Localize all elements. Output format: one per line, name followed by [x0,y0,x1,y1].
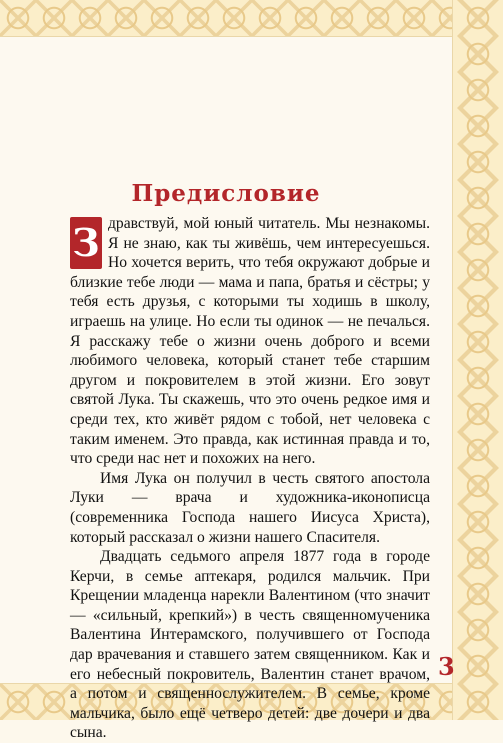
page-number: 3 [438,652,455,681]
ornament-border-top [0,0,503,37]
paragraph-1-text: дравствуй, мой юный читатель. Мы незнакомы. Я не знаю, как ты живёшь, чем интересуешься. Но хочется верить, что тебя окружают добрые и близкие тебе люди — мама и папа, братья и сёстры; у тебя есть друзья, с которыми ты ходишь в школу, играешь на улице. Но если ты одинок — не печалься. Я расскажу тебе о жизни очень доброго и всеми любимого человека, который станет тебе старшим другом и покровителем в этой жизни. Его зовут святой Лука. Ты скажешь, что это очень редкое имя и среди тех, кто живёт рядом с тобой, нет человека с таким именем. Это правда, как истинная правда и то, что среди нас нет и похожих на него. [70,215,430,468]
paragraph-2: Имя Лука он получил в честь святого апостола Луки — врача и художника-иконописца (современника Господа нашего Иисуса Христа), который рассказал о жизни нашего Спасителя. [70,469,430,546]
drop-cap: З [70,217,102,269]
paragraph-1 [70,214,430,469]
body-text [70,214,430,743]
section-heading: Предисловие [131,180,321,207]
ornament-border-right [452,0,503,720]
paragraph-3: Двадцать седьмого апреля 1877 года в городе Керчи, в семье аптекаря, родился мальчик. При Крещении младенца нарекли Валентином (что значит — «сильный, крепкий») в честь священномученика Валентина Интерамского, получившего от Господа дар врачевания и ставшего затем священником. Как и его небесный покровитель, Валентин станет врачом, а потом и священнослужителем. В семье, кроме мальчика, было ещё четверо детей: две дочери и два сына. [70,548,430,742]
